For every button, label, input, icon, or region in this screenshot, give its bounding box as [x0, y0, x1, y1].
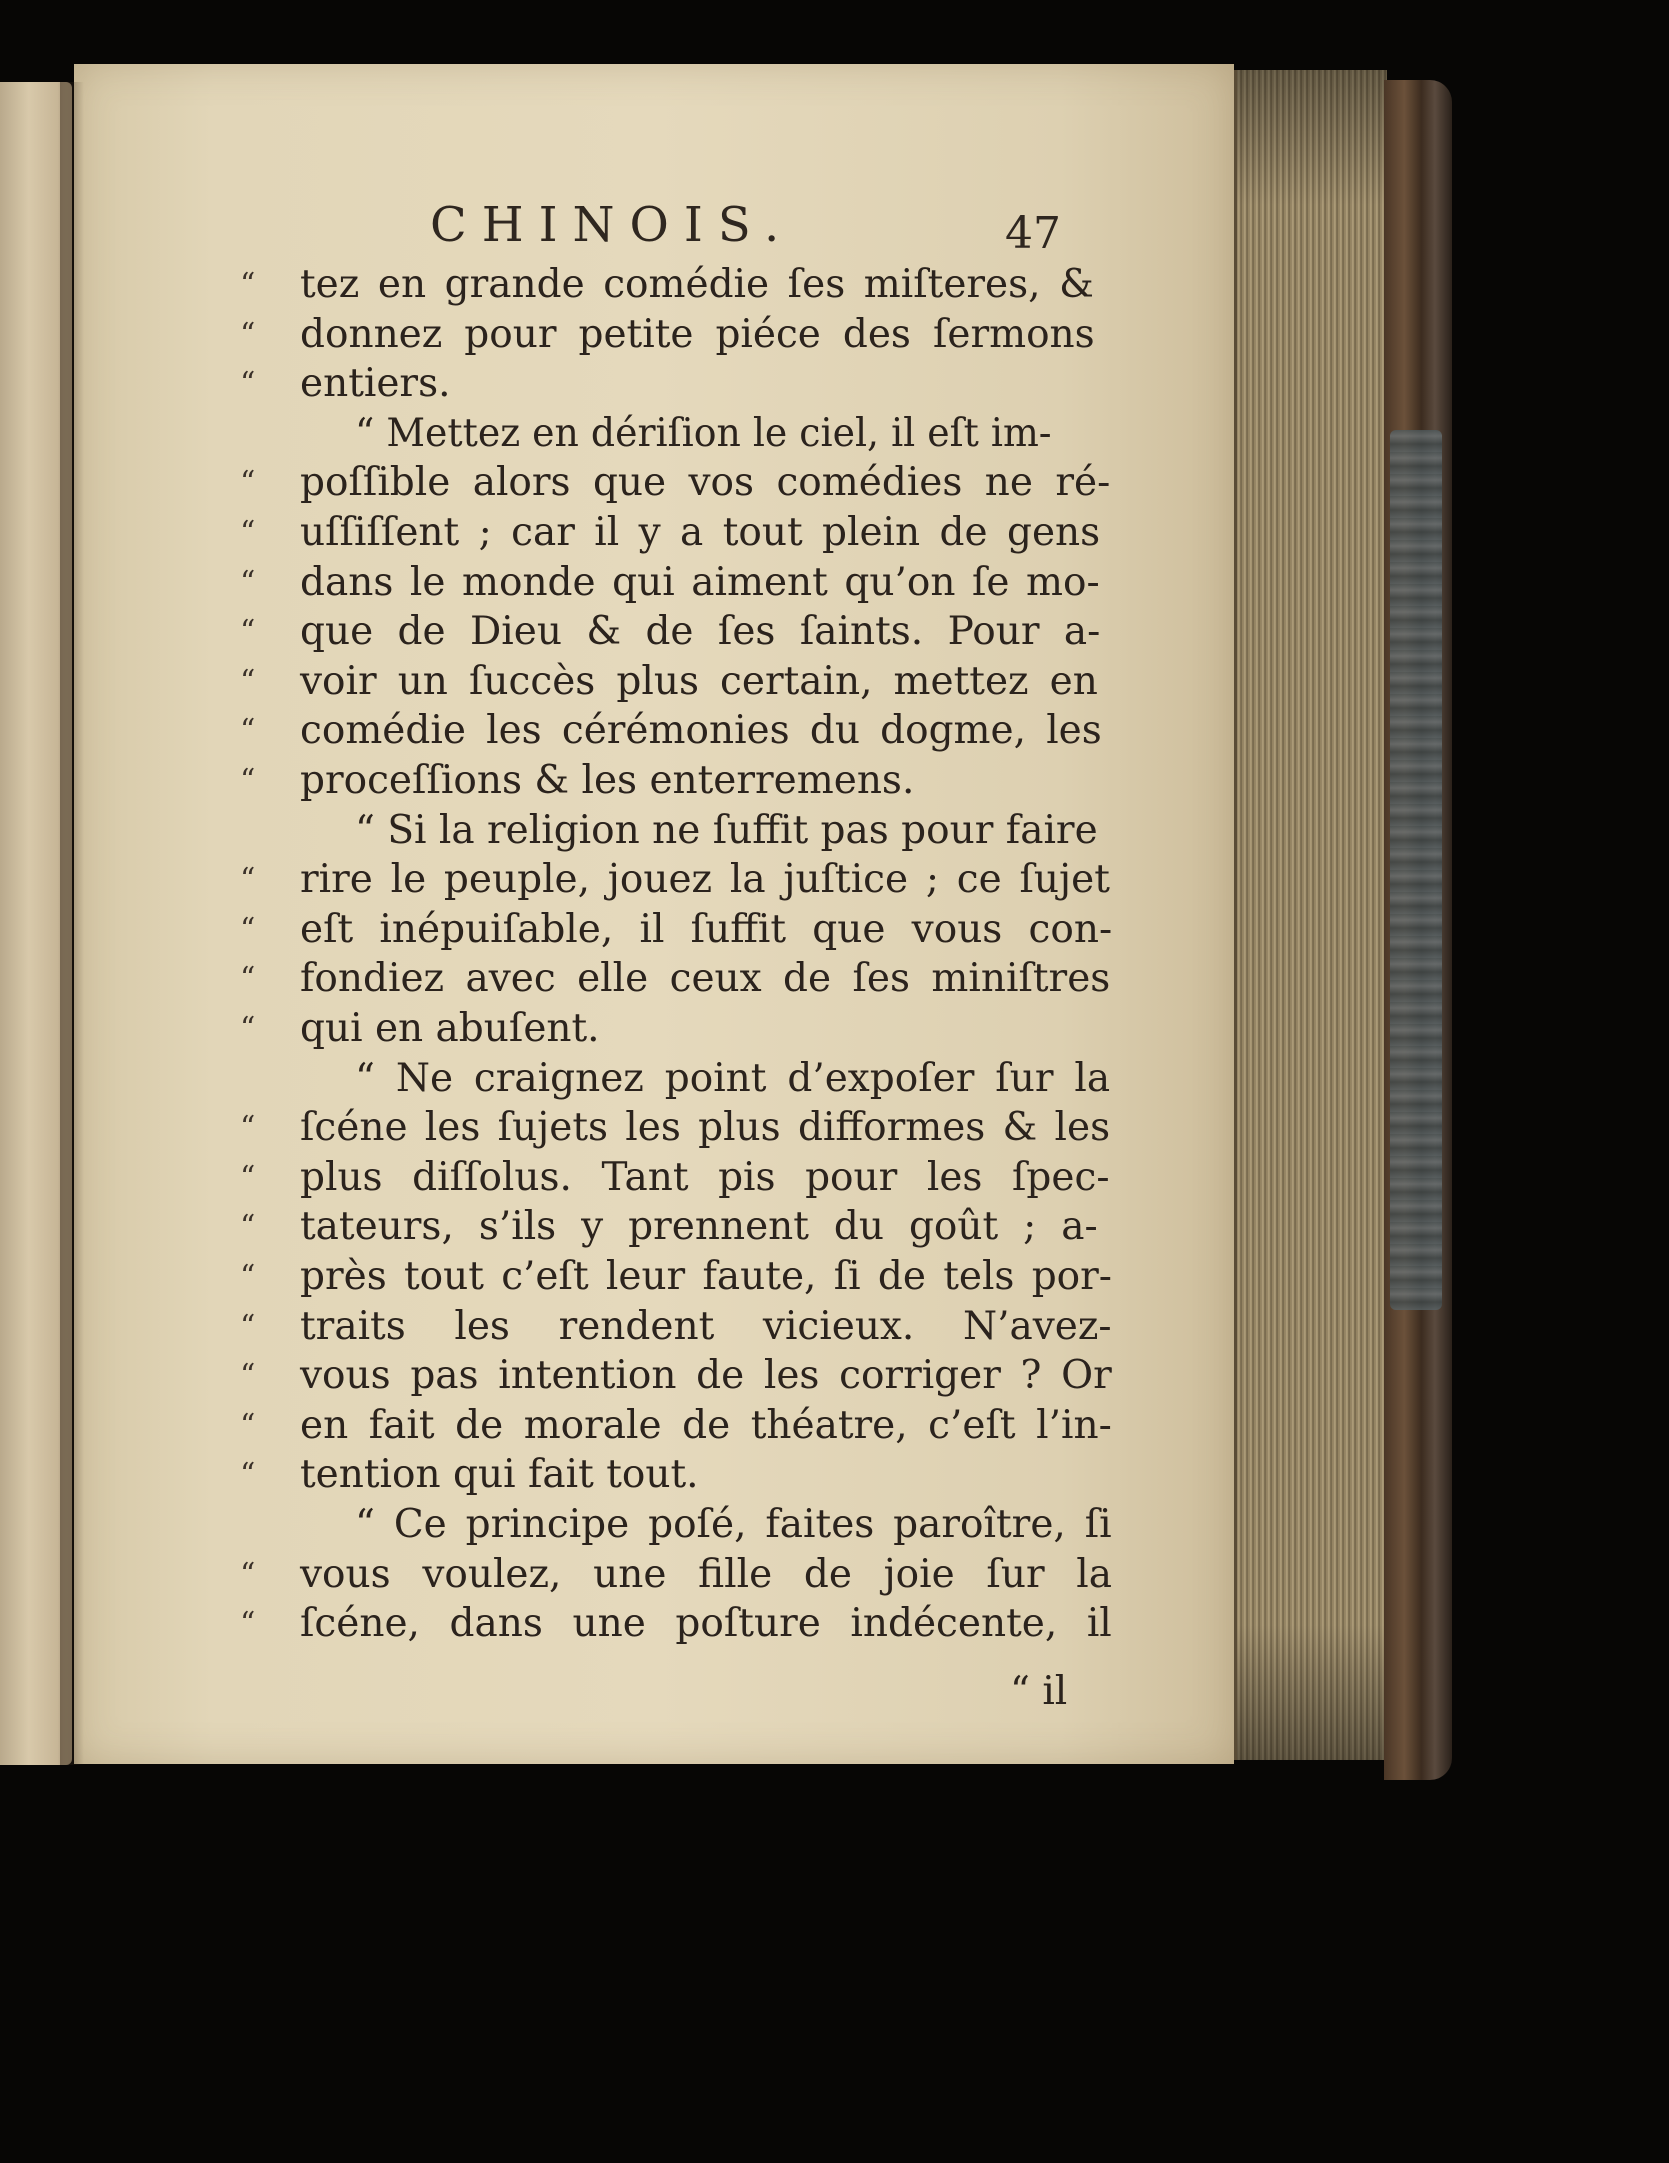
margin-quote-mark: “ — [240, 366, 256, 401]
margin-quote-mark: “ — [240, 1408, 256, 1443]
margin-quote-mark: “ — [240, 713, 256, 748]
text-line: comédie les cérémonies du dogme, les — [300, 708, 1102, 753]
text-line: “ Ne craignez point d’expoſer ſur la — [355, 1056, 1111, 1101]
text-line: voir un ſuccès plus certain, mettez en — [300, 659, 1098, 704]
margin-quote-mark: “ — [240, 912, 256, 947]
margin-quote-mark: “ — [240, 1259, 256, 1294]
running-head: CHINOIS. — [430, 197, 795, 253]
text-line: que de Dieu & de ſes ſaints. Pour a- — [300, 609, 1101, 654]
margin-quote-mark: “ — [240, 664, 256, 699]
text-line: ſcéne les ſujets les plus difformes & les — [300, 1105, 1111, 1150]
margin-quote-mark: “ — [240, 1457, 256, 1492]
text-line: tention qui fait tout. — [300, 1452, 699, 1497]
margin-quote-mark: “ — [240, 267, 256, 302]
margin-quote-mark: “ — [240, 1209, 256, 1244]
text-line: fondiez avec elle ceux de ſes miniſtres — [300, 956, 1111, 1001]
margin-quote-mark: “ — [240, 515, 256, 550]
text-line: “ Ce principe poſé, faites paroître, ſi — [355, 1502, 1112, 1547]
text-line: vous pas intention de les corriger ? Or — [300, 1353, 1112, 1398]
margin-quote-mark: “ — [240, 1160, 256, 1195]
text-line: en fait de morale de théatre, c’eſt l’in- — [300, 1403, 1112, 1448]
text-line: “ Mettez en dériſion le ciel, il eſt im- — [355, 411, 1052, 456]
text-line: eſt inépuiſable, il ſuffit que vous con- — [300, 907, 1113, 952]
text-line: poſſible alors que vos comédies ne ré- — [300, 460, 1111, 505]
text-line: tateurs, s’ils y prennent du goût ; a- — [300, 1204, 1098, 1249]
catchword: “ il — [1010, 1669, 1068, 1714]
text-line: uſſiſſent ; car il y a tout plein de gens — [300, 510, 1101, 555]
text-line: entiers. — [300, 361, 451, 406]
text-line: qui en abuſent. — [300, 1006, 600, 1051]
margin-quote-mark: “ — [240, 565, 256, 600]
margin-quote-mark: “ — [240, 614, 256, 649]
margin-quote-mark: “ — [240, 763, 256, 798]
margin-quote-mark: “ — [240, 862, 256, 897]
gutter-shadow — [60, 82, 84, 1765]
text-line: tez en grande comédie ſes miſteres, & — [300, 262, 1094, 307]
text-line: vous voulez, une fille de joie ſur la — [300, 1552, 1112, 1597]
text-line: près tout c’eſt leur faute, ſi de tels por- — [300, 1254, 1112, 1299]
text-line: “ Si la religion ne ſuffit pas pour faire — [355, 808, 1098, 853]
margin-quote-mark: “ — [240, 465, 256, 500]
margin-quote-mark: “ — [240, 317, 256, 352]
margin-quote-mark: “ — [240, 1606, 256, 1641]
text-line: rire le peuple, jouez la juſtice ; ce ſujet — [300, 857, 1110, 902]
text-line: dans le monde qui aiment qu’on ſe mo- — [300, 560, 1100, 605]
text-line: traits les rendent vicieux. N’avez- — [300, 1304, 1112, 1349]
text-line: proceſſions & les enterremens. — [300, 758, 915, 803]
text-line: plus diſſolus. Tant pis pour les ſpec- — [300, 1155, 1110, 1200]
text-line: donnez pour petite piéce des ſermons — [300, 312, 1095, 357]
margin-quote-mark: “ — [240, 961, 256, 996]
marbled-board — [1390, 430, 1442, 1310]
margin-quote-mark: “ — [240, 1557, 256, 1592]
margin-quote-mark: “ — [240, 1011, 256, 1046]
page-block-edges — [1234, 70, 1387, 1760]
margin-quote-mark: “ — [240, 1110, 256, 1145]
text-line: ſcéne, dans une poſture indécente, il — [300, 1601, 1112, 1646]
page-number: 47 — [1005, 208, 1061, 259]
margin-quote-mark: “ — [240, 1309, 256, 1344]
margin-quote-mark: “ — [240, 1358, 256, 1393]
